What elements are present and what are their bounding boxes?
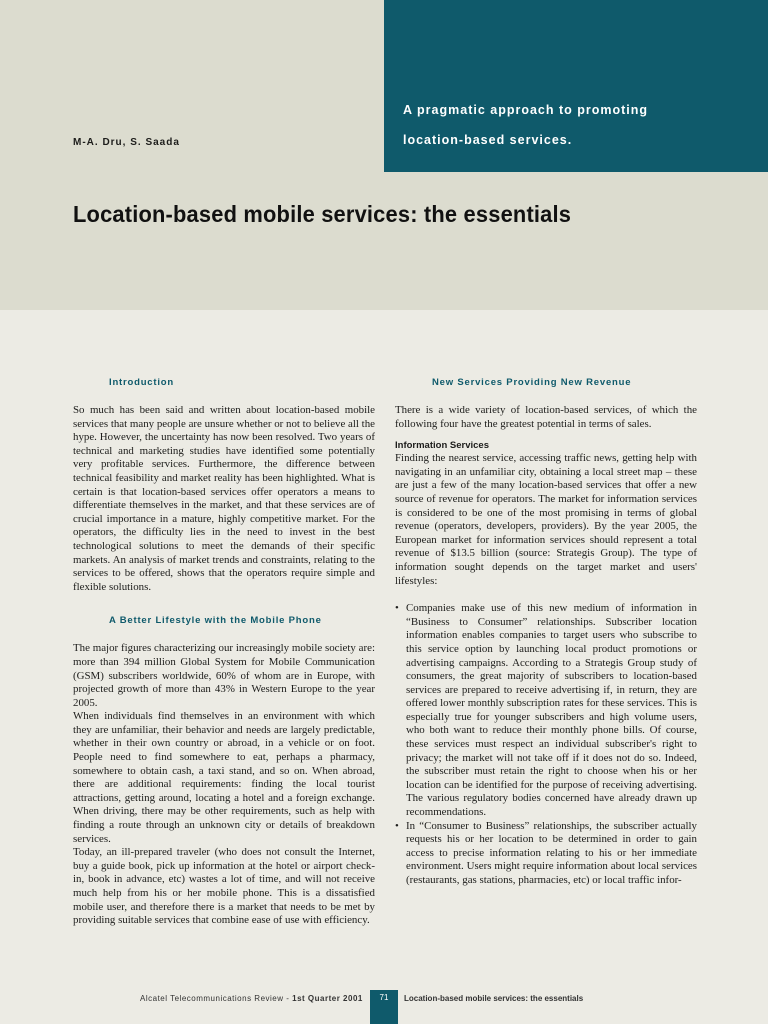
lifestyle-paragraph-1: The major figures characterizing our increasingly mobile society are: more than 394 million Global System for Mobile Communication (GSM) subscribers worldwide, 60% of whom are in Europe, with projected growth of more than 43% in Western Europe to the year 2005. xyxy=(73,642,375,709)
lifestyle-heading: A Better Lifestyle with the Mobile Phone xyxy=(109,615,322,627)
revenue-heading: New Services Providing New Revenue xyxy=(432,377,632,388)
subtitle-line-1: A pragmatic approach to promoting xyxy=(403,103,649,117)
bullet-list xyxy=(395,602,697,887)
info-services-heading: Information Services xyxy=(395,440,489,452)
footer-issue: 1st Quarter 2001 xyxy=(292,994,363,1003)
page-number: 71 xyxy=(370,990,398,1024)
subtitle-line-2: location-based services. xyxy=(403,133,573,147)
introduction-paragraph: So much has been said and written about location-based mobile services that many people are unsure whether or not to believe all the hype. However, the uncertainty has now been resolved. Two years of technical and marketing studies have identified some potentially very profitable services. Furthermore, the difference between technical feasibility and market reality has been highlighted. What is certain is that location-based services offer operators a means to differentiate themselves in the market, and that these services are of crucial importance in a mature, highly competitive market. For the operators, the difficulty lies in the need to invest in the best technological solutions to meet the demands of their specific markets. An analysis of market trends and constraints, relating to the services to be offered, shows that the operators require simple and flexible solutions. xyxy=(73,404,375,593)
lifestyle-paragraph-2: When individuals find themselves in an environment with which they are unfamiliar, their behavior and needs are largely predictable, whether in their own country or abroad, in a vehicle or on foot. People need to find somewhere to eat, perhaps a pharmacy, somewhere to obtain cash, a taxi stand, and so on. When abroad, there are additional requirements: finding the local tourist attractions, getting around, locating a hotel and a foreign exchange. When driving, there may be other requirements, such as help with finding a route through an unknown city or details of breakdown services. xyxy=(73,710,375,845)
lifestyle-paragraph-3: Today, an ill-prepared traveler (who does not consult the Internet, buy a guide book, pick up information at the hotel or airport check-in, book in advance, etc) wastes a lot of time, and will not receive much help from his or her mobile phone. This is a dissatisfied mobile user, and therefore there is a market that needs to be met by providing suitable services that combine ease of use with efficiency. xyxy=(73,846,375,927)
revenue-paragraph: There is a wide variety of location-based services, of which the following four have the greatest potential in terms of sales. xyxy=(395,404,697,430)
introduction-heading: Introduction xyxy=(109,377,175,388)
footer-running-title: Location-based mobile services: the essentials xyxy=(404,994,584,1003)
right-column xyxy=(395,376,697,888)
footer-journal xyxy=(140,994,363,1003)
footer-journal-name: Alcatel Telecommunications Review - xyxy=(140,994,293,1003)
article-title: Location-based mobile services: the essentials xyxy=(73,201,572,227)
authors: M-A. Dru, S. Saada xyxy=(73,137,180,148)
list-item: • In “Consumer to Business” relationships, the subscriber actually requests his or her location to be determined in order to gain access to precise information relating to his or her immediate environment. Users might require information about local services (restaurants, gas stations, pharmacies, etc) or local traffic infor- xyxy=(395,820,697,888)
info-services-paragraph: Finding the nearest service, accessing traffic news, getting help with navigating in an unfamiliar city, obtaining a local street map – these are just a few of the many location-based services that offer a new source of revenue for operators. The market for information services is considered to be one of the most promising in terms of global revenue (operators, developers, providers). By the year 2005, the European market for information services should represent a total revenue of $13.5 billion (source: Strategis Group). The type of information sought depends on the target market and users' lifestyles: xyxy=(395,452,697,587)
list-item: • Companies make use of this new medium of information in “Business to Consumer” relationships. Subscriber location information enables companies to target users who subscribe to this service option by launching local product promotions or advertising campaigns. According to a Strategis Group study of consumers, the great majority of subscribers to location-based services are prepared to receive advertising if, in return, they are offered lower monthly subscription rates for these services. This is especially true for younger subscribers and high volume users, who both want to reduce their monthly phone bills. Of course, these services must respect an individual subscriber's right to privacy; the market will not take off if it does not do so. Indeed, the subscriber must retain the right to choose when his or her location can be identified for the purpose of receiving advertising. The various regulatory bodies concerned have already drawn up recommendations. xyxy=(395,602,697,820)
left-column xyxy=(73,376,375,928)
